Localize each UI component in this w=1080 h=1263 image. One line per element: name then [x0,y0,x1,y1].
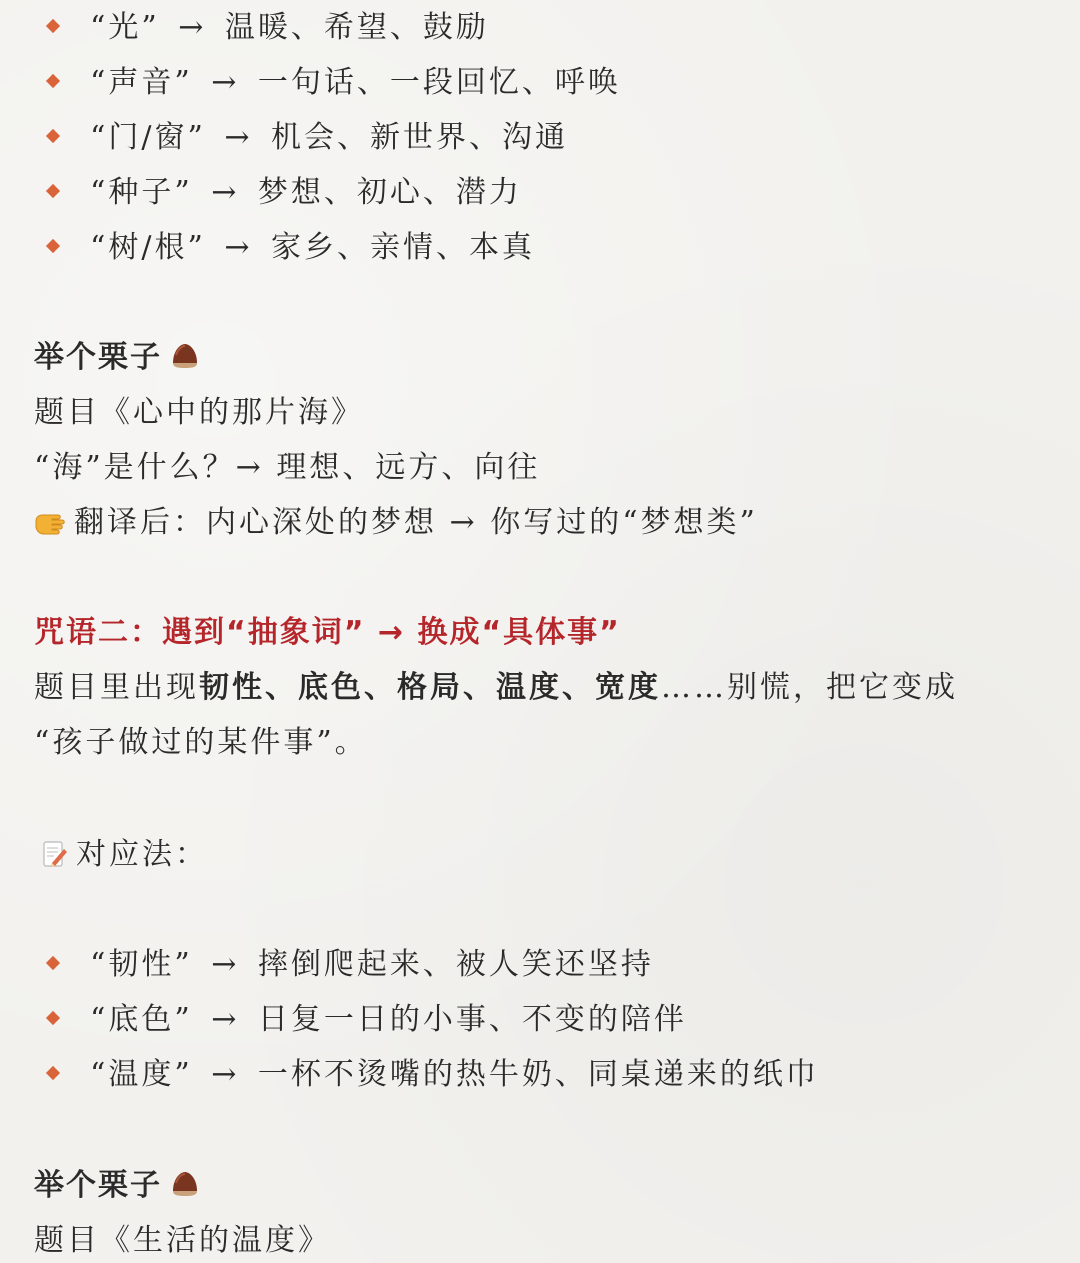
diamond-bullet-icon [46,184,60,198]
list-term: “树/根” [90,230,206,265]
description-prefix: 题目里出现 [34,670,199,705]
list-meaning: 梦想、初心、潜力 [257,175,522,210]
section-heading: 咒语二：遇到“抽象词” → 换成“具体事” [34,615,621,650]
chestnut-icon [170,1169,200,1199]
diamond-bullet-icon [46,239,60,253]
list-term: “韧性” [90,947,193,982]
method-label-text: 对应法： [76,837,208,872]
translate-text: 翻译后：内心深处的梦想 → 你写过的“梦想类” [74,505,758,540]
arrow: → [224,120,253,155]
list-item [48,1055,819,1095]
diamond-bullet-icon [46,129,60,143]
list-meaning: 摔倒爬起来、被人笑还坚持 [257,947,654,982]
description-keywords: 韧性、底色、格局、温度、宽度 [199,670,661,705]
list-term: “种子” [90,175,193,210]
chestnut-icon [170,341,200,371]
memo-icon [42,839,68,869]
arrow: → [211,1002,240,1037]
arrow: → [211,65,240,100]
list-meaning: 家乡、亲情、本真 [271,230,536,265]
example-heading [34,1166,200,1206]
list-term: “门/窗” [90,120,206,155]
list-meaning: 机会、新世界、沟通 [271,120,569,155]
example-heading-text: 举个栗子 [34,340,162,375]
list-term: “温度” [90,1057,193,1092]
diamond-bullet-icon [46,1066,60,1080]
pointing-hand-icon [34,507,68,537]
list-term: “声音” [90,65,193,100]
arrow: → [178,10,207,45]
example-translate [34,503,758,543]
diamond-bullet-icon [46,19,60,33]
example-title: 题目《心中的那片海》 [34,395,364,430]
list-item [48,945,654,985]
example-question: “海”是什么？→ 理想、远方、向往 [34,450,541,485]
list-item [48,173,522,213]
list-meaning: 日复一日的小事、不变的陪伴 [257,1002,687,1037]
example-heading [34,338,200,378]
list-meaning: 一句话、一段回忆、呼唤 [257,65,621,100]
example-title: 题目《生活的温度》 [34,1223,331,1258]
section-description-line2: “孩子做过的某件事”。 [34,725,368,760]
list-term: “光” [90,10,160,45]
diamond-bullet-icon [46,74,60,88]
list-item [48,8,489,48]
list-meaning: 一杯不烫嘴的热牛奶、同桌递来的纸巾 [257,1057,819,1092]
list-item [48,118,568,158]
arrow: → [211,1057,240,1092]
section-description [34,668,958,708]
description-suffix: ……别慌，把它变成 [661,670,958,705]
list-term: “底色” [90,1002,193,1037]
list-item [48,228,535,268]
arrow: → [211,175,240,210]
list-meaning: 温暖、希望、鼓励 [224,10,489,45]
arrow: → [224,230,253,265]
example-heading-text: 举个栗子 [34,1168,162,1203]
diamond-bullet-icon [46,956,60,970]
list-item [48,1000,687,1040]
list-item [48,63,621,103]
diamond-bullet-icon [46,1011,60,1025]
method-label [42,835,208,875]
arrow: → [211,947,240,982]
